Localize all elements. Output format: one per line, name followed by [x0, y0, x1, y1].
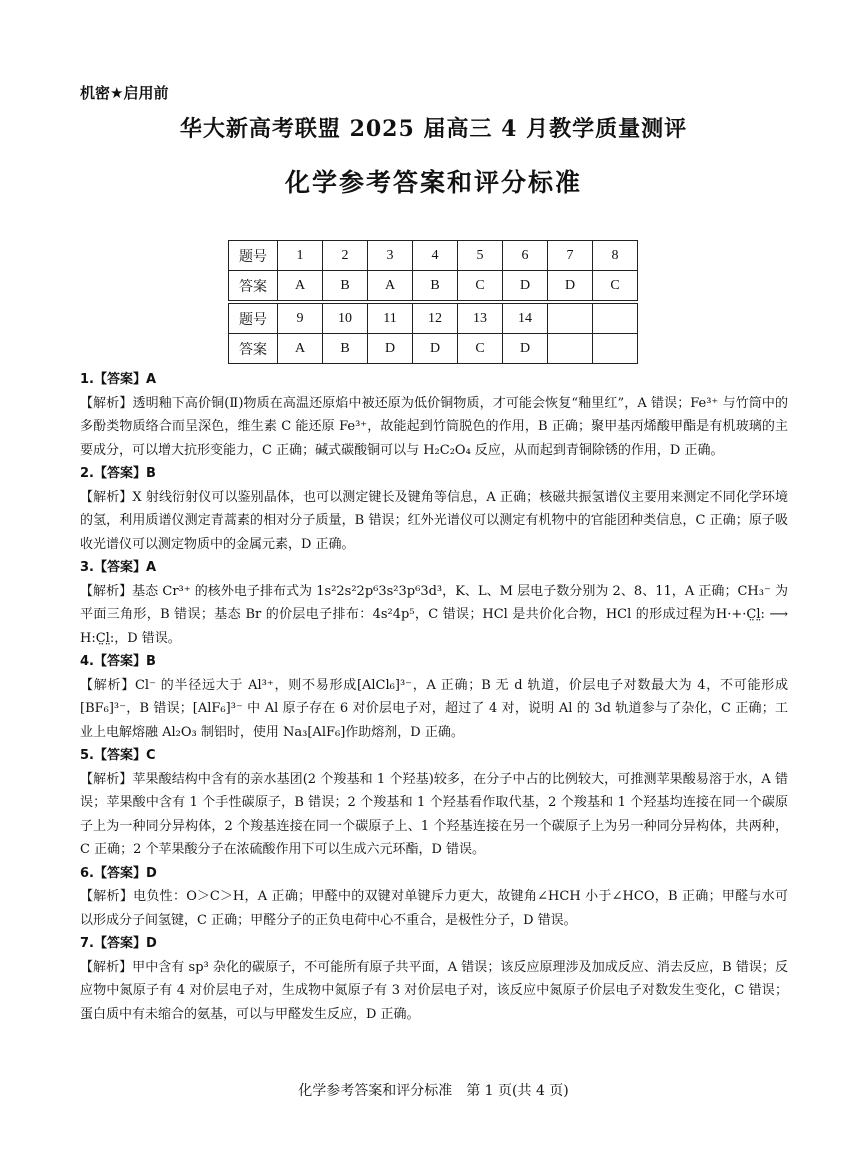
- answer-heading: 6.【答案】D: [80, 865, 157, 881]
- table-cell: D: [503, 334, 548, 364]
- answer-heading: 1.【答案】A: [80, 372, 157, 387]
- answer-explanation: 【解析】甲中含有 sp³ 杂化的碳原子，不可能所有原子共平面，A 错误；该反应原理涉及加成反应、消去反应，B 错误；反应物中氮原子有 4 对价层电子对，生成物中氮原子有 3 对价层电子对，该反应中氮原子价层电子对数发生变化，C 错误；蛋白质中有未缩合的氨基，可以与甲醛发生反应，D 正确。: [80, 959, 788, 1022]
- answer-table: [228, 240, 638, 364]
- table-cell: [548, 304, 593, 334]
- table-row: [229, 304, 638, 334]
- table-cell: D: [503, 271, 548, 301]
- table-row-header: 答案: [229, 271, 278, 301]
- table-cell: A: [278, 271, 323, 301]
- answer-explanation: 【解析】电负性：O＞C＞H，A 正确；甲醛中的双键对单键斥力更大，故键角∠HCH 小于∠HCO，B 正确；甲醛与水可以形成分子间氢键，C 正确；甲醛分子的正负电荷中心不重合，是极性分子，D 错误。: [80, 889, 788, 928]
- table-cell: [593, 334, 638, 364]
- table-cell: 2: [323, 241, 368, 271]
- table-cell: D: [548, 271, 593, 301]
- table-cell: C: [458, 334, 503, 364]
- table-row-header: 题号: [229, 241, 278, 271]
- table-cell: 6: [503, 241, 548, 271]
- exam-title: 华大新高考联盟 2025 届高三 4 月教学质量测评: [179, 116, 688, 142]
- answer-heading: 4.【答案】B: [80, 654, 156, 669]
- table-cell: 11: [368, 304, 413, 334]
- answer-heading: 2.【答案】B: [80, 466, 156, 481]
- table-cell: 1: [278, 241, 323, 271]
- table-cell: C: [458, 271, 503, 301]
- table-row: [229, 334, 638, 364]
- table-row: [229, 271, 638, 301]
- answer-heading: 7.【答案】D: [80, 936, 157, 951]
- table-cell: A: [278, 334, 323, 364]
- document-subtitle: 化学参考答案和评分标准: [284, 168, 582, 197]
- table-cell: 7: [548, 241, 593, 271]
- table-cell: D: [368, 334, 413, 364]
- table-row-header: 答案: [229, 334, 278, 364]
- answer-explanation: 【解析】Cl⁻ 的半径远大于 Al³⁺，则不易形成[AlCl₆]³⁻，A 正确；B 无 d 轨道，价层电子对数最大为 4，不可能形成[BF₆]³⁻，B 错误；[AlF₆]³⁻ 中 Al 原子存在 6 对价层电子对，超过了 4 对，说明 Al 的 3d 轨道参与了杂化，C 正确；工业上电解熔融 Al₂O₃ 制铝时，使用 Na₃[AlF₆]作助熔剂，D 正确。: [80, 677, 788, 740]
- answer-heading: 3.【答案】A: [80, 560, 157, 575]
- table-cell: 4: [413, 241, 458, 271]
- explanations: [80, 368, 788, 1026]
- table-cell: 3: [368, 241, 413, 271]
- table-cell: [548, 334, 593, 364]
- answer-explanation: 【解析】透明釉下高价铜(Ⅱ)物质在高温还原焰中被还原为低价铜物质，才可能会恢复“釉里红”，A 错误；Fe³⁺ 与竹筒中的多酚类物质络合而呈深色，维生素 C 能还原 Fe³⁺，故能起到竹筒脱色的作用，B 正确；聚甲基丙烯酸甲酯是有机玻璃的主要成分，可以增大抗形变能力，C 正确；碱式碳酸铜可以与 H₂C₂O₄ 反应，从而起到青铜除锈的作用，D 正确。: [80, 395, 788, 458]
- table-cell: [593, 304, 638, 334]
- table-cell: 5: [458, 241, 503, 271]
- table-cell: 12: [413, 304, 458, 334]
- table-cell: A: [368, 271, 413, 301]
- answer-explanation: 【解析】X 射线衍射仪可以鉴别晶体，也可以测定键长及键角等信息，A 正确；核磁共振氢谱仪主要用来测定不同化学环境的氢，利用质谱仪测定青蒿素的相对分子质量，B 错误；红外光谱仪可以测定有机物中的官能团种类信息，C 正确；原子吸收光谱仪可以测定物质中的金属元素，D 正确。: [80, 489, 788, 552]
- table-cell: 13: [458, 304, 503, 334]
- table-cell: 10: [323, 304, 368, 334]
- table-cell: 14: [503, 304, 548, 334]
- table-cell: 9: [278, 304, 323, 334]
- table-cell: C: [593, 271, 638, 301]
- table-cell: B: [413, 271, 458, 301]
- table-row-header: 题号: [229, 304, 278, 334]
- table-row: [229, 241, 638, 271]
- answer-explanation: 【解析】苹果酸结构中含有的亲水基团(2 个羧基和 1 个羟基)较多，在分子中占的比例较大，可推测苹果酸易溶于水，A 错误；苹果酸中含有 1 个手性碳原子，B 错误；2 个羧基和 1 个羟基看作取代基，2 个羧基和 1 个羟基均连接在同一个碳原子上为一种同分异构体，2 个羧基连接在同一个碳原子上、1 个羟基连接在另一个碳原子上为另一种同分异构体，共两种，C 正确；2 个苹果酸分子在浓硫酸作用下可以生成六元环酯，D 错误。: [80, 771, 788, 857]
- page-footer: 化学参考答案和评分标准 第 1 页(共 4 页): [298, 1083, 569, 1099]
- answer-explanation: 【解析】基态 Cr³⁺ 的核外电子排布式为 1s²2s²2p⁶3s²3p⁶3d³，K、L、M 层电子数分别为 2、8、11，A 正确；CH₃⁻ 为平面三角形，B 错误；基态 Br 的价层电子排布：4s²4p⁵，C 错误；HCl 是共价化合物，HCl 的形成过程为H·+·C̤l̤: ⟶ H:C̤l̤:，D 错误。: [80, 583, 788, 646]
- table-cell: 8: [593, 241, 638, 271]
- answer-heading: 5.【答案】C: [80, 748, 156, 763]
- table-cell: D: [413, 334, 458, 364]
- table-cell: B: [323, 334, 368, 364]
- confidential-label: 机密★启用前: [80, 84, 169, 102]
- table-cell: B: [323, 271, 368, 301]
